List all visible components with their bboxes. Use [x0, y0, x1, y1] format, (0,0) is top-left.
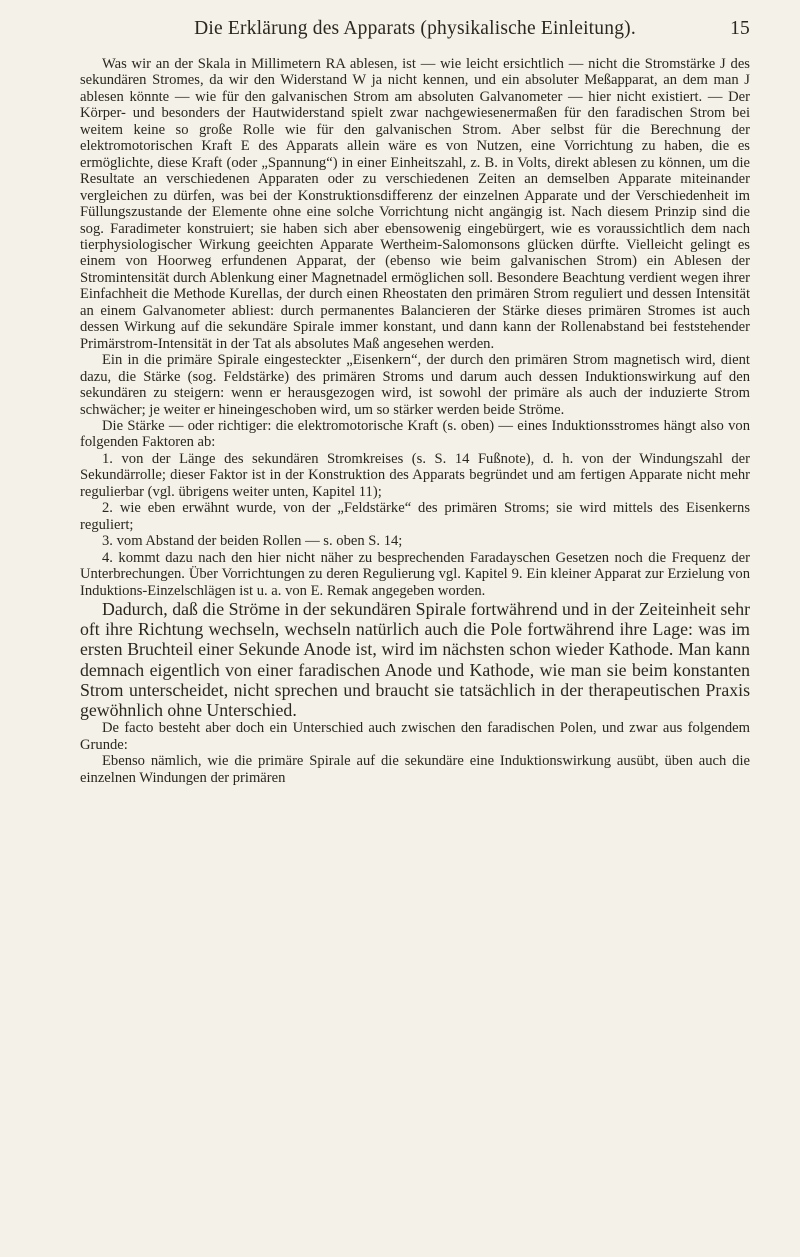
running-title: Die Erklärung des Apparats (physikalische Einleitung).: [194, 18, 636, 39]
paragraph: Ebenso nämlich, wie die primäre Spirale auf die sekundäre eine Induktionswirkung ausübt, üben auch die einzelnen Windungen der primären: [80, 753, 750, 786]
list-item: 1. von der Länge des sekundären Stromkreises (s. S. 14 Fußnote), d. h. von der Windungszahl der Sekundärrolle; dieser Faktor ist in der Konstruktion des Apparats begründet und am fertigen Apparate nicht mehr regulierbar (vgl. übrigens weiter unten, Kapitel 11);: [80, 450, 750, 500]
list-item: 4. kommt dazu nach den hier nicht näher zu besprechenden Faradayschen Gesetzen noch die Frequenz der Unterbrechungen. Über Vorrichtungen zu deren Regulierung vgl. Kapitel 9. Ein kleiner Apparat zur Erzielung von Induktions-Einzelschlägen ist u. a. von E. Remak angegeben worden.: [80, 549, 750, 599]
paragraph: Was wir an der Skala in Millimetern RA ablesen, ist — wie leicht ersichtlich — nicht die Stromstärke J des sekundären Stromes, da wir den Widerstand W ja nicht kennen, und ein absoluter Meßapparat, an dem man J ablesen könnte — wie für den galvanischen Strom am absoluten Galvanometer — hier nicht existiert. — Der Körper- und besonders der Hautwiderstand spielt zwar nachgewiesenermaßen für den faradischen Strom bei weitem keine so große Rolle wie für den galvanischen Strom. Aber selbst für die Berechnung der elektromotorischen Kraft E des Apparats allein wäre es von Nutzen, eine Vorrichtung zu haben, die es ermöglichte, diese Kraft (oder „Spannung“) in einer Einheitszahl, z. B. in Volts, direkt ablesen zu können, um die Resultate an verschiedenen Apparaten oder zu verschiedenen Zeiten an demselben Apparate miteinander vergleichen zu dürfen, was bei der Konstruktionsdifferenz der einzelnen Apparate und der Verschiedenheit im Füllungszustande der Elemente ohne eine solche Vorrichtung nicht angängig ist. Nach diesem Prinzip sind die sog. Faradimeter konstruiert; sie haben sich aber ebensowenig eingebürgert, wie es voraussichtlich dem nach tierphysiologischer Wirkung geeichten Apparate Wertheim-Salomonsons glücken dürfte. Vielleicht gelingt es einem von Hoorweg erfundenen Apparat, der (ebenso wie beim galvanischen Strom) ein Ablesen der Stromintensität durch Ablenkung einer Magnetnadel ermöglichen soll. Besondere Beachtung verdient wegen ihrer Einfachheit die Methode Kurellas, der durch einen Rheostaten den primären Strom reguliert und dessen Intensität an einem Galvanometer abliest: durch permanentes Balancieren der Stärke dieses primären Stromes ist auch dessen Wirkung auf die sekundäre Spirale immer konstant, und dann kann der Rollenabstand bei feststehender Primärstrom-Intensität in der Tat als absolutes Maß angesehen werden.: [80, 56, 750, 352]
list-item: 2. wie eben erwähnt wurde, von der „Feldstärke“ des primären Stroms; sie wird mittels des Eisenkerns reguliert;: [80, 500, 750, 533]
paragraph: Ein in die primäre Spirale eingesteckter „Eisenkern“, der durch den primären Strom magnetisch wird, dient dazu, die Stärke (sog. Feldstärke) des primären Stroms und darum auch dessen Induktionswirkung auf den sekundären zu steigern: wenn er herausgezogen wird, ist sowohl der primäre als auch der induzierte Strom schwächer; je weiter er hineingeschoben wird, um so stärker werden beide Ströme.: [80, 352, 750, 418]
running-header: [80, 8, 750, 48]
list-item: 3. vom Abstand der beiden Rollen — s. oben S. 14;: [102, 533, 403, 550]
page-body: [80, 56, 750, 786]
page-number: 15: [730, 18, 750, 39]
paragraph: Die Stärke — oder richtiger: die elektromotorische Kraft (s. oben) — eines Induktionsstromes hängt also von folgenden Faktoren ab:: [80, 417, 750, 451]
paragraph: De facto besteht aber doch ein Unterschied auch zwischen den faradischen Polen, und zwar aus folgendem Grunde:: [80, 720, 750, 753]
paragraph-large: Dadurch, daß die Ströme in der sekundären Spirale fortwährend und in der Zeiteinheit sehr oft ihre Richtung wechseln, wechseln natürlich auch die Pole fortwährend ihre Lage: was im ersten Bruchteil einer Sekunde Anode ist, wird im nächsten schon wieder Kathode. Man kann demnach eigentlich von einer faradischen Anode und Kathode, wie man sie beim konstanten Strom unterscheidet, nicht sprechen und braucht sie tatsächlich in der therapeutischen Praxis gewöhnlich ohne Unterschied.: [80, 598, 750, 720]
